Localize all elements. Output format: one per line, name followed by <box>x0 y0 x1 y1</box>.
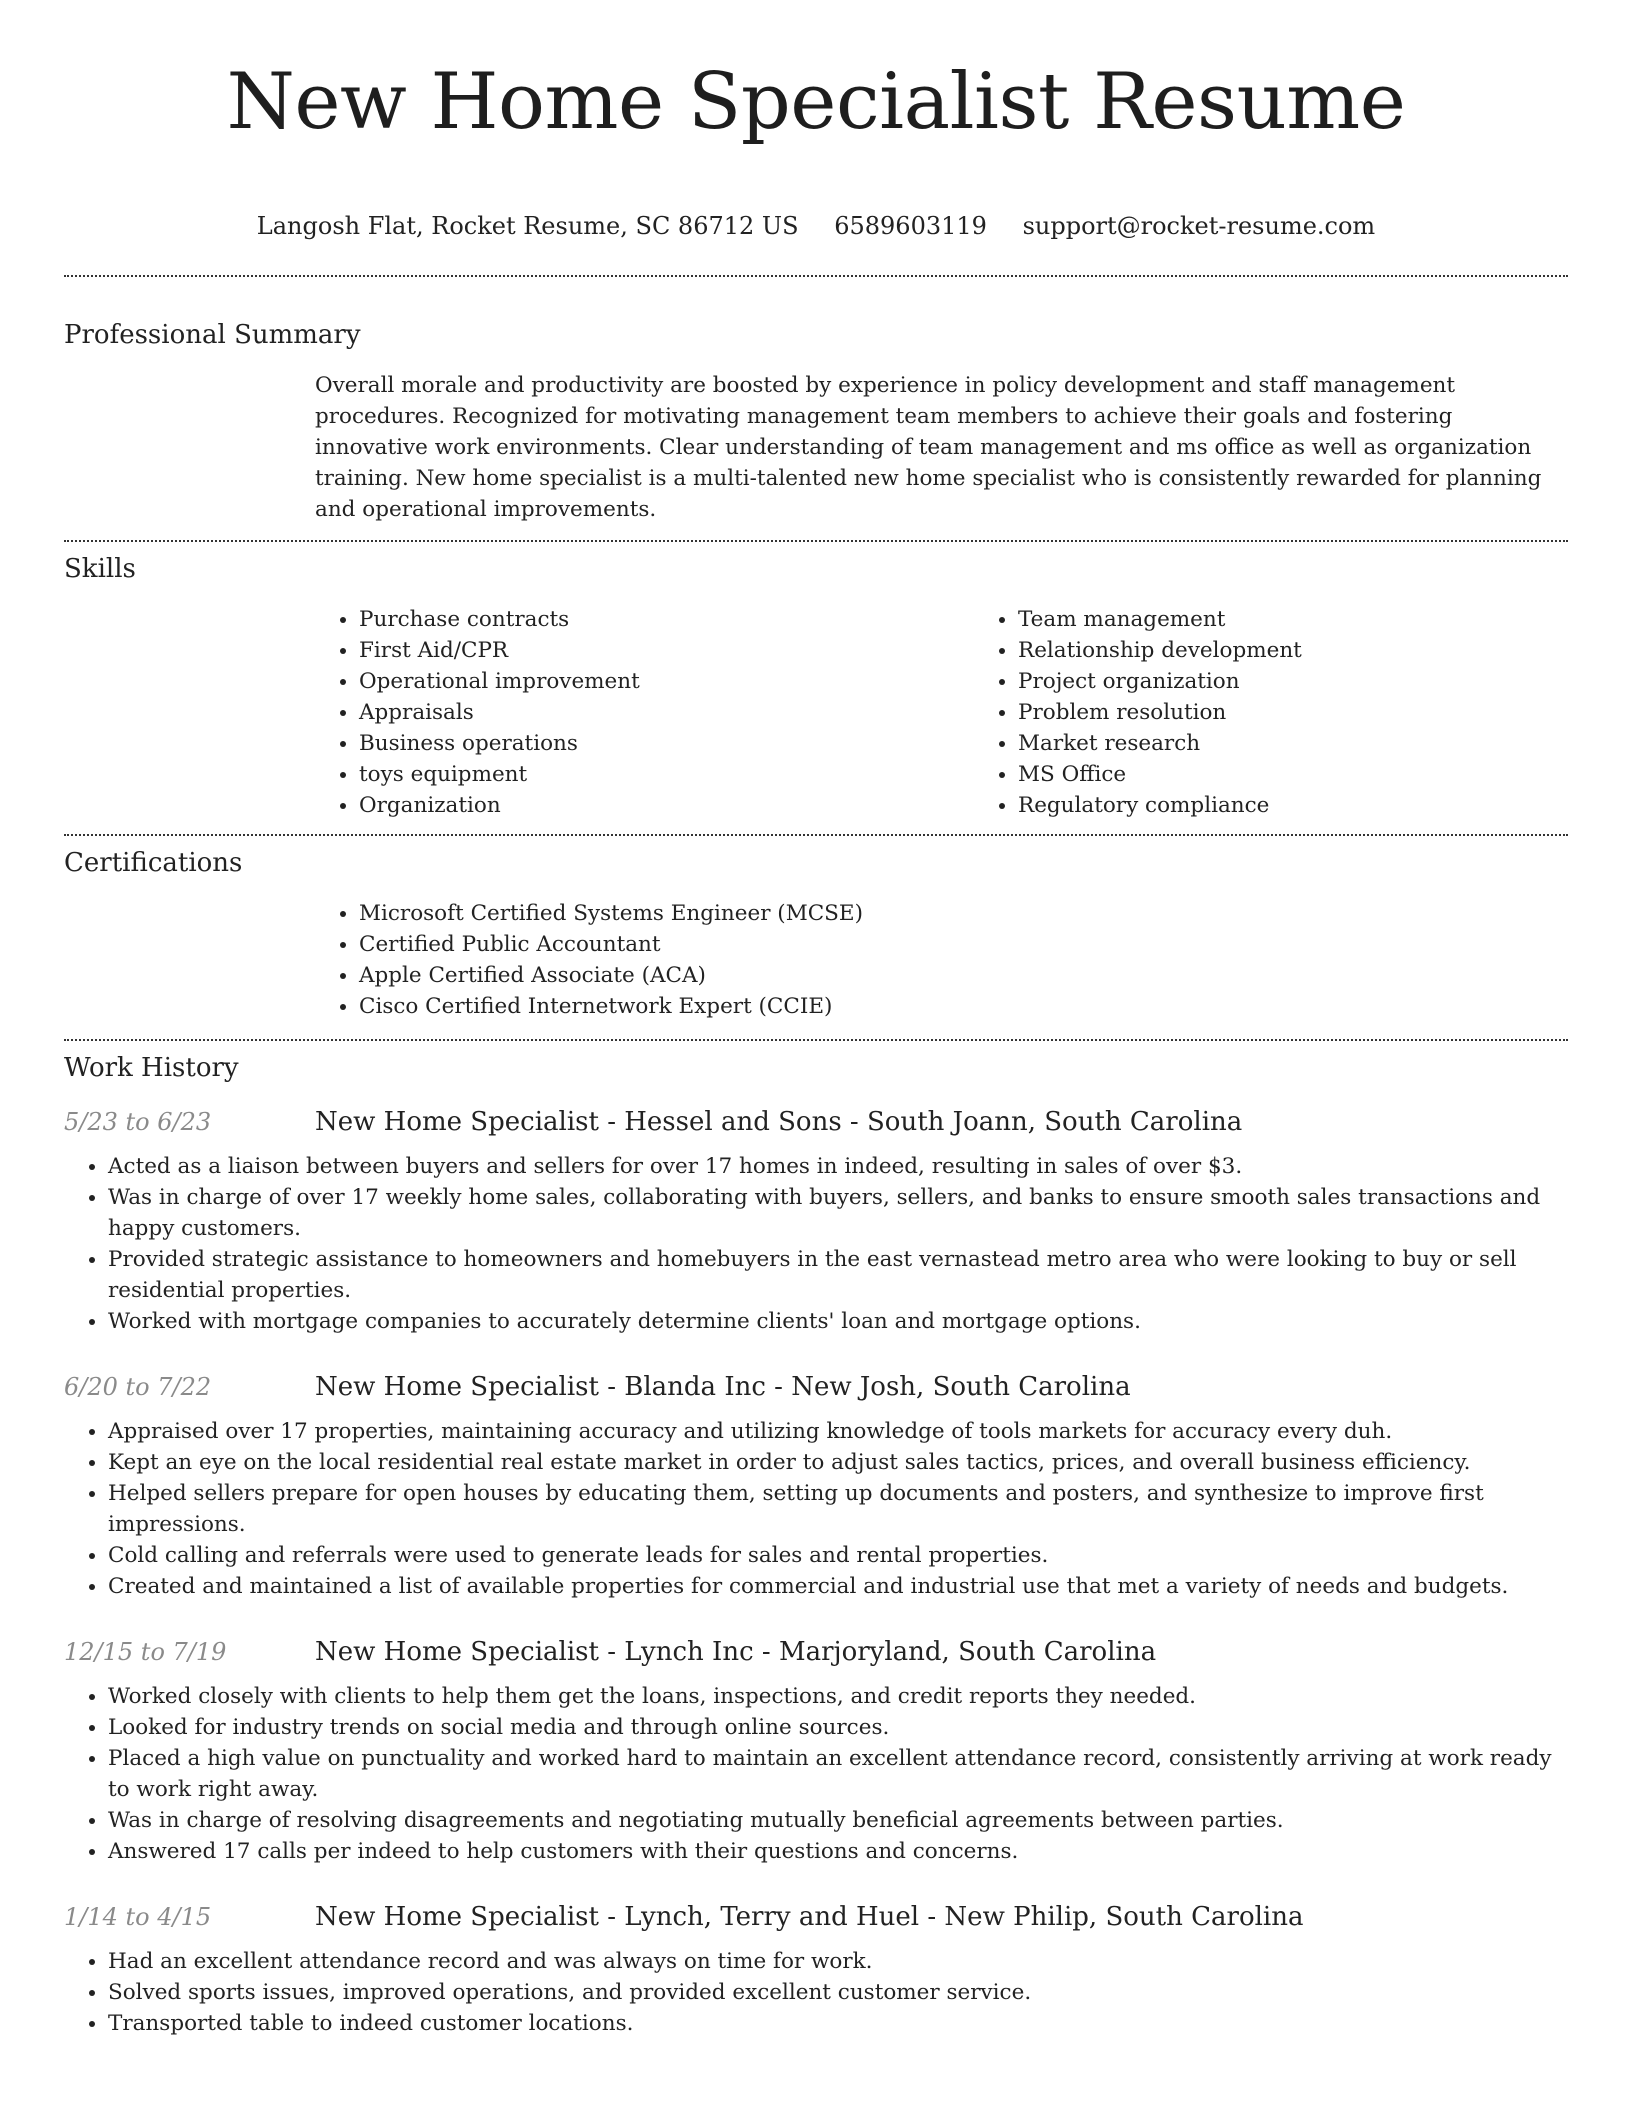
summary-section <box>64 277 1568 525</box>
job-bullet: • Provided strategic assistance to homeowners and homebuyers in the east vernastead metro area who were looking to buy or sell residential properties. <box>108 1244 1568 1306</box>
certifications-heading: Certifications <box>64 848 243 878</box>
job-bullet: • Was in charge of over 17 weekly home sales, collaborating with buyers, sellers, and banks to ensure smooth sales transactions and happy customers. <box>108 1182 1568 1244</box>
job-bullet: • Cold calling and referrals were used to generate leads for sales and rental properties. <box>108 1540 1568 1571</box>
job-bullets <box>64 1946 1568 2039</box>
skills-list-right <box>974 604 1632 821</box>
summary-text: Overall morale and productivity are boosted by experience in policy development and staff management procedures. Recognized for motivating management team members to achieve their goals and fostering innovative work environments. Clear understanding of team management and ms office as well as organization training. New home specialist is a multi-talented new home specialist who is consistently rewarded for planning and operational improvements. <box>315 373 1542 522</box>
job-entry <box>64 1636 1568 1867</box>
job-title: New Home Specialist - Lynch, Terry and Huel - New Philip, South Carolina <box>315 1902 1304 1932</box>
job-dates: 6/20 to 7/22 <box>64 1373 212 1401</box>
job-bullet: • Created and maintained a list of available properties for commercial and industrial use that met a variety of needs and budgets. <box>108 1571 1568 1602</box>
skill-item: • First Aid/CPR <box>359 635 974 666</box>
job-bullet: • Worked with mortgage companies to accurately determine clients' loan and mortgage options. <box>108 1306 1568 1337</box>
job-bullets <box>64 1681 1568 1867</box>
job-header <box>64 1371 1568 1403</box>
job-dates: 1/14 to 4/15 <box>64 1903 212 1931</box>
skills-grid <box>315 604 1568 821</box>
job-bullets <box>64 1416 1568 1602</box>
skills-heading: Skills <box>64 554 136 584</box>
job-bullet: • Acted as a liaison between buyers and sellers for over 17 homes in indeed, resulting in sales of over $3. <box>108 1151 1568 1182</box>
certifications-body <box>315 898 1568 1022</box>
job-bullet: • Worked closely with clients to help them get the loans, inspections, and credit reports they needed. <box>108 1681 1568 1712</box>
skill-item: • toys equipment <box>359 759 974 790</box>
job-title: New Home Specialist - Lynch Inc - Marjoryland, South Carolina <box>315 1637 1157 1667</box>
job-bullet: • Helped sellers prepare for open houses by educating them, setting up documents and posters, and synthesize to improve first impressions. <box>108 1478 1568 1540</box>
skill-item: • Appraisals <box>359 697 974 728</box>
skill-item: • Organization <box>359 790 974 821</box>
certification-item: • Cisco Certified Internetwork Expert (CCIE) <box>359 991 1568 1022</box>
job-bullet: • Kept an eye on the local residential real estate market in order to adjust sales tactics, prices, and overall business efficiency. <box>108 1447 1568 1478</box>
skills-section <box>64 542 1568 821</box>
skill-item: • Operational improvement <box>359 666 974 697</box>
skill-item: • Purchase contracts <box>359 604 974 635</box>
skill-item: • MS Office <box>1018 759 1632 790</box>
job-dates: 5/23 to 6/23 <box>64 1108 212 1136</box>
job-bullet: • Looked for industry trends on social media and through online sources. <box>108 1712 1568 1743</box>
work-section <box>64 1041 1568 2039</box>
skill-item: • Project organization <box>1018 666 1632 697</box>
page-title: New Home Specialist Resume <box>226 57 1406 147</box>
skill-item: • Team management <box>1018 604 1632 635</box>
job-bullet: • Placed a high value on punctuality and worked hard to maintain an excellent attendance record, consistently arriving at work ready to work right away. <box>108 1743 1568 1805</box>
job-bullet: • Transported table to indeed customer locations. <box>108 2008 1568 2039</box>
job-bullet: • Had an excellent attendance record and was always on time for work. <box>108 1946 1568 1977</box>
job-bullet: • Was in charge of resolving disagreements and negotiating mutually beneficial agreements between parties. <box>108 1805 1568 1836</box>
job-bullet: • Answered 17 calls per indeed to help customers with their questions and concerns. <box>108 1836 1568 1867</box>
job-title: New Home Specialist - Hessel and Sons - South Joann, South Carolina <box>315 1107 1243 1137</box>
work-heading: Work History <box>64 1053 239 1083</box>
contact-email: support@rocket-resume.com <box>1022 212 1376 240</box>
job-bullet: • Appraised over 17 properties, maintaining accuracy and utilizing knowledge of tools markets for accuracy every duh. <box>108 1416 1568 1447</box>
job-bullets <box>64 1151 1568 1337</box>
certifications-list <box>315 898 1568 1022</box>
skills-list-left <box>315 604 974 821</box>
skill-item: • Regulatory compliance <box>1018 790 1632 821</box>
summary-heading: Professional Summary <box>64 320 361 350</box>
job-entry <box>64 1106 1568 1337</box>
job-header <box>64 1106 1568 1138</box>
skill-item: • Relationship development <box>1018 635 1632 666</box>
job-bullet: • Solved sports issues, improved operations, and provided excellent customer service. <box>108 1977 1568 2008</box>
job-header <box>64 1636 1568 1668</box>
job-title: New Home Specialist - Blanda Inc - New Josh, South Carolina <box>315 1372 1131 1402</box>
certifications-section <box>64 836 1568 1022</box>
skill-item: • Business operations <box>359 728 974 759</box>
certification-item: • Microsoft Certified Systems Engineer (MCSE) <box>359 898 1568 929</box>
certification-item: • Certified Public Accountant <box>359 929 1568 960</box>
skill-item: • Market research <box>1018 728 1632 759</box>
contact-address: Langosh Flat, Rocket Resume, SC 86712 US <box>256 212 799 240</box>
certification-item: • Apple Certified Associate (ACA) <box>359 960 1568 991</box>
contact-phone: 6589603119 <box>834 212 987 240</box>
contact-line <box>64 210 1568 242</box>
job-entry <box>64 1901 1568 2039</box>
job-header <box>64 1901 1568 1933</box>
skill-item: • Problem resolution <box>1018 697 1632 728</box>
job-entry <box>64 1371 1568 1602</box>
job-dates: 12/15 to 7/19 <box>64 1638 227 1666</box>
